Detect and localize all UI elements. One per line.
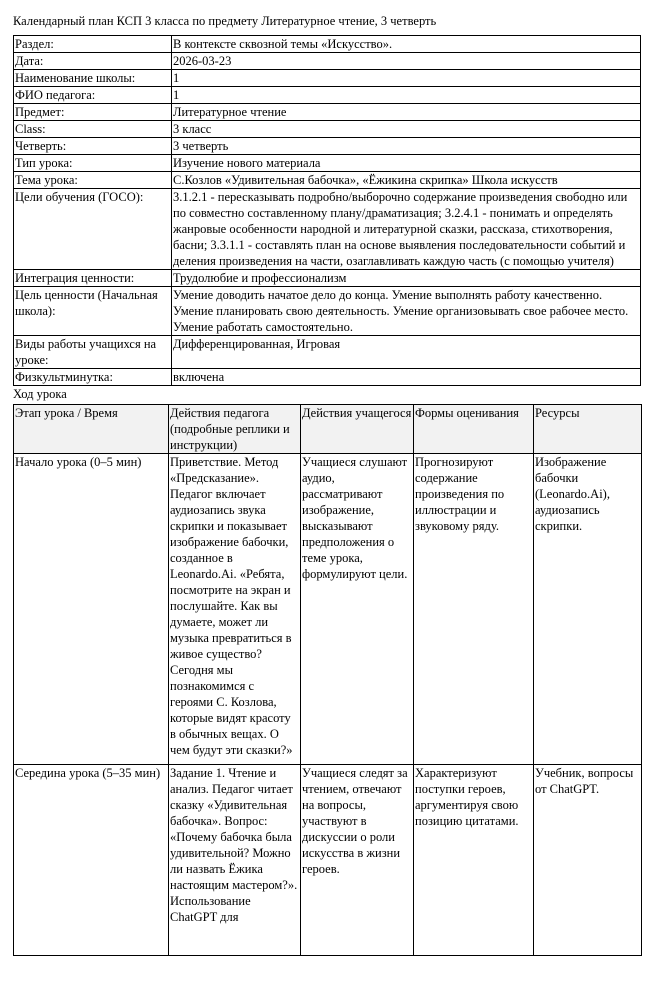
lesson-progress-table (13, 404, 642, 956)
info-row (14, 87, 641, 104)
info-value: Литературное чтение (172, 104, 641, 121)
document-page (13, 11, 641, 956)
info-row (14, 138, 641, 155)
info-row (14, 369, 641, 386)
info-row (14, 53, 641, 70)
info-label: Виды работы учащихся на уроке: (14, 336, 172, 369)
info-label: Предмет: (14, 104, 172, 121)
student-actions-cell: Учащиеся слушают аудио, рассматривают изображение, высказывают предположения о теме урока, формулируют цели. (301, 454, 414, 765)
info-row (14, 70, 641, 87)
header-stage: Этап урока / Время (14, 405, 169, 454)
document-title: Календарный план КСП 3 класса по предмету Литературное чтение, 3 четверть (13, 14, 437, 28)
student-actions-cell: Учащиеся следят за чтением, отвечают на вопросы, участвуют в дискуссии о роли искусства в жизни героев. (301, 765, 414, 956)
table-row (14, 765, 642, 956)
info-label: Тип урока: (14, 155, 172, 172)
info-value: Трудолюбие и профессионализм (172, 270, 641, 287)
info-row (14, 121, 641, 138)
info-row (14, 104, 641, 121)
info-value: Умение доводить начатое дело до конца. Умение выполнять работу качественно. Умение планировать свою деятельность. Умение организовывать свое рабочее место. Умение работать самостоятельно. (172, 287, 641, 336)
stage-cell: Середина урока (5–35 мин) (14, 765, 169, 956)
info-value: Дифференцированная, Игровая (172, 336, 641, 369)
info-row (14, 336, 641, 369)
header-teacher-actions: Действия педагога (подробные реплики и инструкции) (169, 405, 301, 454)
info-value: 1 (172, 87, 641, 104)
header-resources: Ресурсы (534, 405, 642, 454)
info-label: Интеграция ценности: (14, 270, 172, 287)
lesson-info-table (13, 35, 641, 386)
info-value: Изучение нового материала (172, 155, 641, 172)
info-row (14, 36, 641, 53)
resources-cell: Учебник, вопросы от ChatGPT. (534, 765, 642, 956)
assessment-cell: Характеризуют поступки героев, аргументируя свою позицию цитатами. (414, 765, 534, 956)
info-label: Цель ценности (Начальная школа): (14, 287, 172, 336)
teacher-actions-cell: Задание 1. Чтение и анализ. Педагог читает сказку «Удивительная бабочка». Вопрос: «Почему бабочка была удивительной? Можно ли назвать Ёжика настоящим мастером?». Использование ChatGPT для (169, 765, 301, 956)
info-value: 3 четверть (172, 138, 641, 155)
table-header-row (14, 405, 642, 454)
stage-cell: Начало урока (0–5 мин) (14, 454, 169, 765)
table-row (14, 454, 642, 765)
info-value: включена (172, 369, 641, 386)
header-student-actions: Действия учащегося (301, 405, 414, 454)
info-row (14, 189, 641, 270)
info-value: 1 (172, 70, 641, 87)
info-value: 3 класс (172, 121, 641, 138)
info-label: Дата: (14, 53, 172, 70)
header-assessment: Формы оценивания (414, 405, 534, 454)
info-row (14, 155, 641, 172)
info-value: В контексте сквозной темы «Искусство». (172, 36, 641, 53)
info-label: Четверть: (14, 138, 172, 155)
info-row (14, 270, 641, 287)
info-row (14, 172, 641, 189)
info-label: Тема урока: (14, 172, 172, 189)
info-label: Цели обучения (ГОСО): (14, 189, 172, 270)
info-label: ФИО педагога: (14, 87, 172, 104)
info-label: Class: (14, 121, 172, 138)
info-row (14, 287, 641, 336)
teacher-actions-cell: Приветствие. Метод «Предсказание». Педагог включает аудиозапись звука скрипки и показывает изображение бабочки, созданное в Leonardo.Ai. «Ребята, посмотрите на экран и послушайте. Как вы думаете, может ли музыка превратиться в живое существо? Сегодня мы познакомимся с героями С. Козлова, которые видят красоту в обычных вещах. О чем будут эти сказки?» (169, 454, 301, 765)
info-label: Раздел: (14, 36, 172, 53)
info-label: Физкультминутка: (14, 369, 172, 386)
info-value: 3.1.2.1 - пересказывать подробно/выборочно содержание произведения свободно или по совместно составленному плану/драматизация; 3.2.4.1 - понимать и определять жанровые особенности народной и литературной сказки, рассказа, стихотворения, басни; 3.3.1.1 - составлять план на основе выявления последовательности событий и деления произведения на части, озаглавливать каждую часть (с помощью учителя) (172, 189, 641, 270)
info-value: 2026-03-23 (172, 53, 641, 70)
info-label: Наименование школы: (14, 70, 172, 87)
info-value: С.Козлов «Удивительная бабочка», «Ёжикина скрипка» Школа искусств (172, 172, 641, 189)
resources-cell: Изображение бабочки (Leonardo.Ai), аудиозапись скрипки. (534, 454, 642, 765)
lesson-progress-title: Ход урока (13, 387, 67, 401)
assessment-cell: Прогнозируют содержание произведения по иллюстрации и звуковому ряду. (414, 454, 534, 765)
